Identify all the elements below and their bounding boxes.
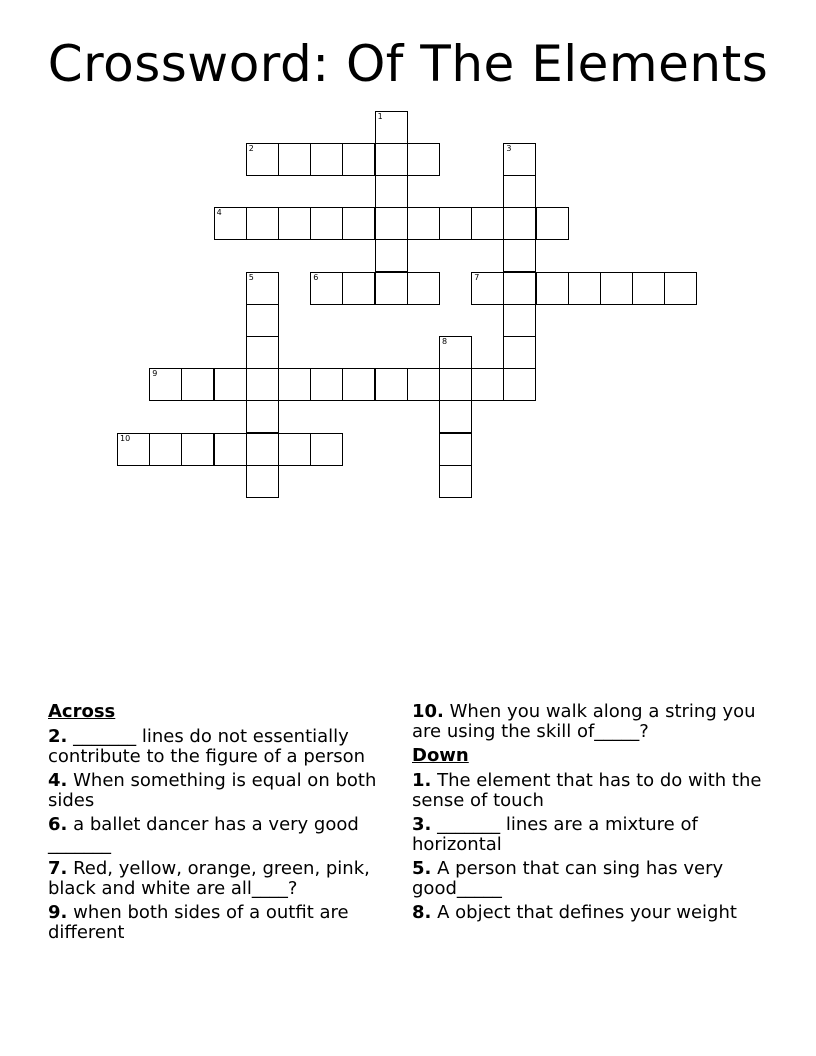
- grid-cell[interactable]: [246, 368, 279, 401]
- clue-text: Red, yellow, orange, green, pink, black and white are all____?: [48, 858, 370, 899]
- grid-cell[interactable]: [503, 336, 536, 369]
- grid-cell[interactable]: [246, 143, 279, 176]
- grid-cell[interactable]: [342, 143, 375, 176]
- cell-number: 5: [248, 272, 254, 282]
- cell-number: 10: [120, 433, 131, 443]
- clue-text: A person that can sing has very good_____: [412, 858, 724, 899]
- grid-cell[interactable]: [278, 207, 311, 240]
- grid-cell[interactable]: [407, 272, 440, 305]
- grid-cell[interactable]: [600, 272, 633, 305]
- grid-cell[interactable]: [439, 433, 472, 466]
- cell-number: 7: [474, 272, 480, 282]
- grid-cell[interactable]: [503, 304, 536, 337]
- grid-cell[interactable]: [278, 143, 311, 176]
- clue-number: 4.: [48, 770, 68, 791]
- cell-number: 6: [313, 272, 319, 282]
- cell-number: 3: [506, 143, 512, 153]
- grid-cell[interactable]: [214, 368, 247, 401]
- clue-across-2: [48, 727, 398, 767]
- grid-cell[interactable]: [503, 175, 536, 208]
- grid-cell[interactable]: [246, 336, 279, 369]
- clues-right-column: [412, 702, 762, 927]
- cell-number: 1: [377, 111, 383, 121]
- grid-cell[interactable]: [246, 304, 279, 337]
- cell-number: 8: [442, 337, 448, 346]
- clue-across-9: [48, 903, 398, 943]
- clue-number: 2.: [48, 726, 68, 747]
- grid-cell[interactable]: [439, 207, 472, 240]
- across-heading: Across: [48, 701, 116, 722]
- clue-text: When you walk along a string you are using the skill of_____?: [412, 701, 756, 742]
- grid-cell[interactable]: [117, 433, 150, 466]
- grid-cell[interactable]: [375, 239, 408, 272]
- grid-cell[interactable]: [375, 143, 408, 176]
- grid-cell[interactable]: [342, 207, 375, 240]
- grid-cell[interactable]: [439, 465, 472, 498]
- grid-cell[interactable]: [439, 368, 472, 401]
- clue-text: When something is equal on both sides: [48, 770, 377, 811]
- grid-cell[interactable]: [246, 400, 279, 433]
- clue-down-5: [412, 859, 762, 899]
- grid-cell[interactable]: [310, 272, 343, 305]
- clue-number: 8.: [412, 902, 432, 923]
- grid-cell[interactable]: [278, 433, 311, 466]
- grid-cell[interactable]: [407, 143, 440, 176]
- grid-cell[interactable]: [149, 368, 182, 401]
- grid-cell[interactable]: [503, 272, 536, 305]
- clue-text: A object that defines your weight: [437, 902, 737, 923]
- grid-cell[interactable]: [632, 272, 665, 305]
- grid-cell[interactable]: [536, 207, 569, 240]
- clue-down-3: [412, 815, 762, 855]
- crossword-grid: [0, 0, 816, 520]
- clue-number: 3.: [412, 814, 432, 835]
- clue-number: 9.: [48, 902, 68, 923]
- clue-down-8: [412, 903, 762, 923]
- grid-cell[interactable]: [246, 207, 279, 240]
- clue-across-4: [48, 771, 398, 811]
- grid-cell[interactable]: [214, 207, 247, 240]
- grid-cell[interactable]: [375, 207, 408, 240]
- grid-cell[interactable]: [664, 272, 697, 305]
- clue-number: 10.: [412, 701, 444, 722]
- grid-cell[interactable]: [246, 272, 279, 305]
- clue-text: _______ lines do not essentially contribute to the figure of a person: [48, 726, 366, 767]
- grid-cell[interactable]: [471, 272, 504, 305]
- grid-cell[interactable]: [181, 368, 214, 401]
- grid-cell[interactable]: [471, 207, 504, 240]
- grid-cell[interactable]: [503, 207, 536, 240]
- grid-cell[interactable]: [310, 433, 343, 466]
- clue-number: 1.: [412, 770, 432, 791]
- grid-cell[interactable]: [375, 272, 408, 305]
- grid-cell[interactable]: [503, 143, 536, 176]
- grid-cell[interactable]: [246, 465, 279, 498]
- clue-text: when both sides of a outfit are different: [48, 902, 349, 943]
- grid-cell[interactable]: [503, 368, 536, 401]
- clue-text: The element that has to do with the sense of touch: [412, 770, 762, 811]
- grid-cell[interactable]: [503, 239, 536, 272]
- grid-cell[interactable]: [181, 433, 214, 466]
- clue-number: 6.: [48, 814, 68, 835]
- down-heading: Down: [412, 745, 469, 766]
- grid-cell[interactable]: [407, 368, 440, 401]
- grid-cell[interactable]: [342, 368, 375, 401]
- grid-cell[interactable]: [439, 400, 472, 433]
- clue-text: _______ lines are a mixture of horizontal: [412, 814, 698, 855]
- grid-cell[interactable]: [536, 272, 569, 305]
- page-title: Crossword: Of The Elements: [47, 35, 769, 93]
- clue-across-7: [48, 859, 398, 899]
- grid-cell[interactable]: [246, 433, 279, 466]
- grid-cell[interactable]: [149, 433, 182, 466]
- cell-number: 4: [216, 208, 222, 218]
- grid-cell[interactable]: [310, 207, 343, 240]
- grid-cell[interactable]: [310, 143, 343, 176]
- grid-cell[interactable]: [375, 111, 408, 144]
- clue-down-1: [412, 771, 762, 811]
- cell-number: 2: [248, 143, 254, 153]
- grid-cell[interactable]: [342, 272, 375, 305]
- grid-cell[interactable]: [375, 368, 408, 401]
- grid-cell[interactable]: [375, 175, 408, 208]
- clue-number: 5.: [412, 858, 432, 879]
- grid-cell[interactable]: [214, 433, 247, 466]
- clue-across-10: [412, 702, 762, 742]
- clue-number: 7.: [48, 858, 68, 879]
- cell-number: 9: [152, 369, 158, 379]
- grid-cell[interactable]: [278, 368, 311, 401]
- clue-text: a ballet dancer has a very good _______: [48, 814, 359, 855]
- grid-cell[interactable]: [407, 207, 440, 240]
- grid-cell[interactable]: [471, 368, 504, 401]
- clue-across-6: [48, 815, 398, 855]
- grid-cell[interactable]: [310, 368, 343, 401]
- grid-cell[interactable]: [568, 272, 601, 305]
- clues-left-column: [48, 702, 398, 947]
- grid-cell[interactable]: [439, 336, 472, 369]
